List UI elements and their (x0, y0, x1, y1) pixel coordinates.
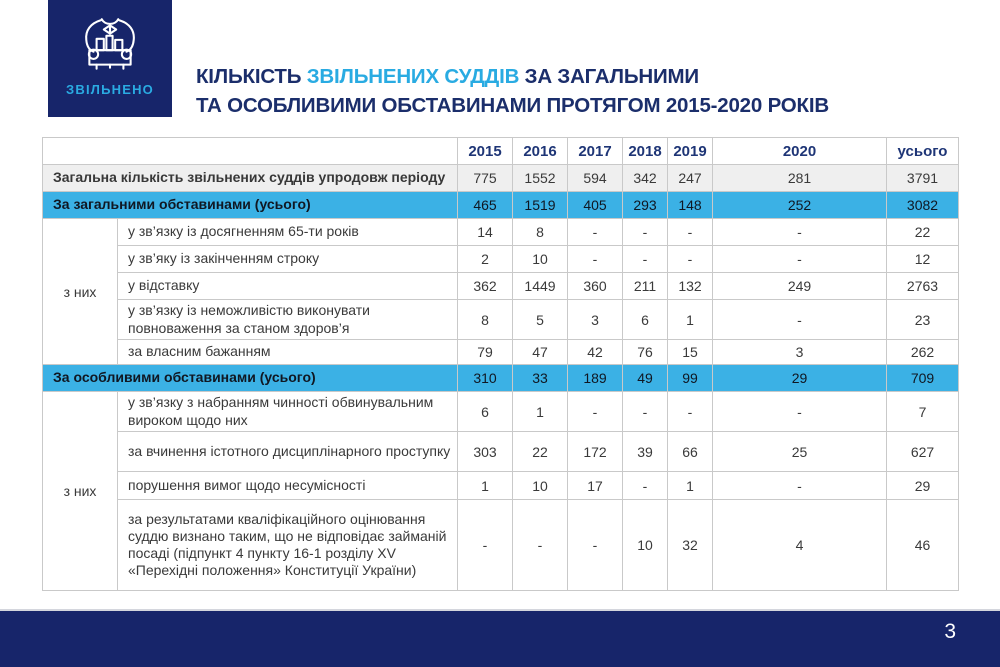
cell: 29 (713, 365, 887, 392)
row-label: за результатами кваліфікаційного оцінювання суддю визнано таким, що не відповідає займаній посаді (підпункт 4 пункту 16-1 розділу XV «Перехідні положення» Конституції України) (118, 500, 458, 591)
cell: 49 (623, 365, 668, 392)
cell: 775 (458, 165, 513, 192)
cell: 627 (887, 432, 959, 472)
cell: - (668, 392, 713, 432)
cell: 172 (568, 432, 623, 472)
cell: 1449 (513, 273, 568, 300)
cell: 39 (623, 432, 668, 472)
cell: 14 (458, 219, 513, 246)
box-item-2 (106, 36, 112, 50)
cell: 360 (568, 273, 623, 300)
cell: 10 (513, 246, 568, 273)
cell: 303 (458, 432, 513, 472)
cell: 2 (458, 246, 513, 273)
cell: 47 (513, 340, 568, 365)
cell: - (568, 392, 623, 432)
neckline (102, 19, 119, 24)
year-header-2017: 2017 (568, 138, 623, 165)
cell: - (713, 219, 887, 246)
row-label: Загальна кількість звільнених суддів упродовж періоду (43, 165, 458, 192)
left-arm (86, 20, 101, 51)
cell: 709 (887, 365, 959, 392)
table-row (43, 273, 959, 300)
logo-box (48, 0, 172, 117)
table-row (43, 340, 959, 365)
cell: 281 (713, 165, 887, 192)
cell: 249 (713, 273, 887, 300)
cell: - (568, 500, 623, 591)
cell: 66 (668, 432, 713, 472)
cell: 293 (623, 192, 668, 219)
page-title (196, 62, 916, 120)
cell: 148 (668, 192, 713, 219)
cell: - (623, 219, 668, 246)
cell: 6 (458, 392, 513, 432)
page-number: 3 (944, 620, 956, 643)
dismissed-person-carrying-box-icon (77, 12, 143, 78)
row-label: у зв’язку із неможливістю виконувати повноваження за станом здоров’я (118, 300, 458, 340)
cell: 342 (623, 165, 668, 192)
table-row (43, 219, 959, 246)
row-label: за вчинення істотного дисциплінарного проступку (118, 432, 458, 472)
cell: 23 (887, 300, 959, 340)
table-row (43, 472, 959, 500)
dismissed-judges-table (42, 137, 959, 591)
cell: 33 (513, 365, 568, 392)
cell: 32 (668, 500, 713, 591)
cell: - (713, 472, 887, 500)
row-label: у зв’язку із досягненням 65-ти років (118, 219, 458, 246)
section-label: За загальними обставинами (усього) (43, 192, 458, 219)
cell: - (668, 246, 713, 273)
cell: - (568, 219, 623, 246)
cell: - (513, 500, 568, 591)
table-row (43, 392, 959, 432)
section-label: За особливими обставинами (усього) (43, 365, 458, 392)
cell: 25 (713, 432, 887, 472)
cell: 189 (568, 365, 623, 392)
cell: 3 (713, 340, 887, 365)
cell: 15 (668, 340, 713, 365)
corner-cell (43, 138, 458, 165)
title-line1-rest: ЗА ЗАГАЛЬНИМИ (519, 64, 699, 88)
cell: - (568, 246, 623, 273)
cell: 1 (668, 472, 713, 500)
table-row (43, 432, 959, 472)
group-label-general: з них (43, 219, 118, 365)
bow-right (110, 25, 116, 33)
cell: 42 (568, 340, 623, 365)
cell: 99 (668, 365, 713, 392)
cell: 252 (713, 192, 887, 219)
cell: 8 (458, 300, 513, 340)
cell: 132 (668, 273, 713, 300)
row-label: за власним бажанням (118, 340, 458, 365)
title-accent: ЗВІЛЬНЕНИХ СУДДІВ (306, 64, 520, 88)
cell: 7 (887, 392, 959, 432)
table-row (43, 246, 959, 273)
cell: 310 (458, 365, 513, 392)
title-prefix: КІЛЬКІСТЬ (196, 64, 307, 88)
cell: 6 (623, 300, 668, 340)
cell: 76 (623, 340, 668, 365)
cell: - (713, 300, 887, 340)
cell: 3791 (887, 165, 959, 192)
footer-bar (0, 611, 1000, 667)
cell: 2763 (887, 273, 959, 300)
cell: - (623, 392, 668, 432)
cell: 29 (887, 472, 959, 500)
row-label: у зв’язку з набранням чинності обвинувальним вироком щодо них (118, 392, 458, 432)
cell: 465 (458, 192, 513, 219)
cell: 79 (458, 340, 513, 365)
cell: 3082 (887, 192, 959, 219)
table-row (43, 300, 959, 340)
cell: 1 (668, 300, 713, 340)
cell: 247 (668, 165, 713, 192)
cell: 8 (513, 219, 568, 246)
cell: 1519 (513, 192, 568, 219)
total-header: усього (887, 138, 959, 165)
cell: 12 (887, 246, 959, 273)
cell: - (623, 246, 668, 273)
cell: 10 (513, 472, 568, 500)
table-row-total (43, 165, 959, 192)
table-header-row (43, 138, 959, 165)
cell: 594 (568, 165, 623, 192)
row-label: порушення вимог щодо несумісності (118, 472, 458, 500)
table-row-section-general (43, 192, 959, 219)
cell: 22 (513, 432, 568, 472)
cell: 262 (887, 340, 959, 365)
cell: - (713, 392, 887, 432)
year-header-2016: 2016 (513, 138, 568, 165)
table-row (43, 500, 959, 591)
cell: - (623, 472, 668, 500)
cell: 3 (568, 300, 623, 340)
cell: 1552 (513, 165, 568, 192)
cell: 4 (713, 500, 887, 591)
cell: - (713, 246, 887, 273)
cell: 1 (513, 392, 568, 432)
cell: 5 (513, 300, 568, 340)
year-header-2019: 2019 (668, 138, 713, 165)
title-line2: ТА ОСОБЛИВИМИ ОБСТАВИНАМИ ПРОТЯГОМ 2015-2020 РОКІВ (196, 93, 829, 117)
row-label: у зв’яку із закінченням строку (118, 246, 458, 273)
cell: - (458, 500, 513, 591)
year-header-2020: 2020 (713, 138, 887, 165)
year-header-2018: 2018 (623, 138, 668, 165)
cell: - (668, 219, 713, 246)
year-header-2015: 2015 (458, 138, 513, 165)
logo-label: ЗВІЛЬНЕНО (66, 82, 154, 97)
box-item-3 (115, 40, 122, 50)
cell: 17 (568, 472, 623, 500)
cell: 22 (887, 219, 959, 246)
cell: 1 (458, 472, 513, 500)
cell: 211 (623, 273, 668, 300)
cell: 46 (887, 500, 959, 591)
cell: 10 (623, 500, 668, 591)
cell: 405 (568, 192, 623, 219)
box-item-1 (97, 39, 104, 50)
group-label-special: з них (43, 392, 118, 591)
table-row-section-special (43, 365, 959, 392)
cell: 362 (458, 273, 513, 300)
row-label: у відставку (118, 273, 458, 300)
